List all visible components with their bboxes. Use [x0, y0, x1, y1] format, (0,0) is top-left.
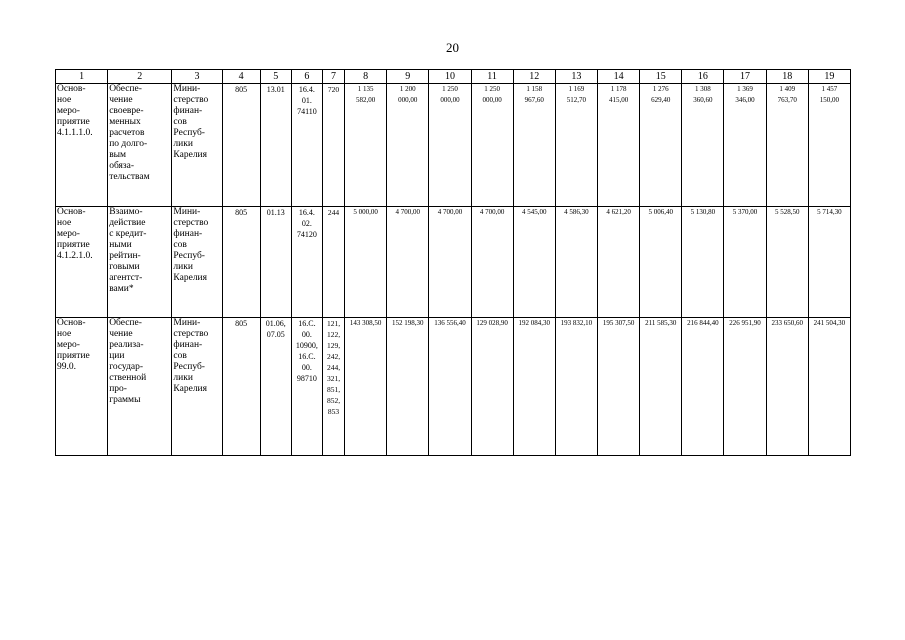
amount-cell: 193 832,10 — [555, 318, 597, 456]
column-number-cell: 3 — [172, 70, 222, 84]
column-number-row — [56, 70, 851, 84]
amount-cell: 136 556,40 — [429, 318, 471, 456]
amount-cell: 211 585,30 — [640, 318, 682, 456]
amount-cell: 1 135 582,00 — [345, 84, 387, 207]
amount-cell: 5 714,30 — [808, 207, 850, 318]
executor-cell: Мини- стерство финан- сов Респуб- лики Карелия — [172, 318, 222, 456]
amount-cell: 1 409 763,70 — [766, 84, 808, 207]
amount-cell: 1 457 150,00 — [808, 84, 850, 207]
budget-table — [55, 69, 851, 456]
amount-cell: 4 700,00 — [429, 207, 471, 318]
column-number-cell: 6 — [291, 70, 322, 84]
amount-cell: 152 198,30 — [387, 318, 429, 456]
target-article-code-cell: 16.4. 01. 74110 — [291, 84, 322, 207]
amount-cell: 5 006,40 — [640, 207, 682, 318]
amount-cell: 192 084,30 — [513, 318, 555, 456]
executor-cell: Мини- стерство финан- сов Респуб- лики Карелия — [172, 207, 222, 318]
target-article-code-cell: 16.4. 02. 74120 — [291, 207, 322, 318]
amount-cell: 4 586,30 — [555, 207, 597, 318]
column-number-cell: 16 — [682, 70, 724, 84]
measure-description-cell: Обеспе- чение своевре- менных расчетов по долго- вым обяза- тельствам — [108, 84, 172, 207]
measure-name-cell: Основ- ное меро- приятие 99.0. — [56, 318, 108, 456]
amount-cell: 241 504,30 — [808, 318, 850, 456]
amount-cell: 195 307,50 — [597, 318, 639, 456]
amount-cell: 4 621,20 — [597, 207, 639, 318]
expense-type-code-cell: 720 — [322, 84, 344, 207]
amount-cell: 129 028,90 — [471, 318, 513, 456]
amount-cell: 1 276 629,40 — [640, 84, 682, 207]
amount-cell: 5 000,00 — [345, 207, 387, 318]
table-row — [56, 84, 851, 207]
column-number-cell: 15 — [640, 70, 682, 84]
measure-description-cell: Взаимо- действие с кредит- ными рейтин- говыми агентст- вами* — [108, 207, 172, 318]
section-code-cell: 01.06, 07.05 — [260, 318, 291, 456]
amount-cell: 4 545,00 — [513, 207, 555, 318]
column-number-cell: 14 — [597, 70, 639, 84]
amount-cell: 5 130,80 — [682, 207, 724, 318]
column-number-cell: 19 — [808, 70, 850, 84]
page-number: 20 — [446, 40, 459, 55]
grbs-code-cell: 805 — [222, 84, 260, 207]
column-number-cell: 4 — [222, 70, 260, 84]
amount-cell: 1 169 512,70 — [555, 84, 597, 207]
amount-cell: 1 308 360,60 — [682, 84, 724, 207]
amount-cell: 4 700,00 — [471, 207, 513, 318]
amount-cell: 1 250 000,00 — [429, 84, 471, 207]
table-row — [56, 318, 851, 456]
target-article-code-cell: 16.С. 00. 10900, 16.С. 00. 98710 — [291, 318, 322, 456]
column-number-cell: 7 — [322, 70, 344, 84]
amount-cell: 1 250 000,00 — [471, 84, 513, 207]
section-code-cell: 13.01 — [260, 84, 291, 207]
amount-cell: 1 158 967,60 — [513, 84, 555, 207]
column-number-cell: 8 — [345, 70, 387, 84]
amount-cell: 216 844,40 — [682, 318, 724, 456]
column-number-cell: 1 — [56, 70, 108, 84]
measure-name-cell: Основ- ное меро- приятие 4.1.2.1.0. — [56, 207, 108, 318]
table-row — [56, 207, 851, 318]
amount-cell: 5 370,00 — [724, 207, 766, 318]
measure-description-cell: Обеспе- чение реализа- ции государ- ственной про- граммы — [108, 318, 172, 456]
measure-name-cell: Основ- ное меро- приятие 4.1.1.1.0. — [56, 84, 108, 207]
column-number-cell: 17 — [724, 70, 766, 84]
amount-cell: 5 528,50 — [766, 207, 808, 318]
amount-cell: 1 200 000,00 — [387, 84, 429, 207]
column-number-cell: 11 — [471, 70, 513, 84]
executor-cell: Мини- стерство финан- сов Респуб- лики Карелия — [172, 84, 222, 207]
grbs-code-cell: 805 — [222, 207, 260, 318]
column-number-cell: 9 — [387, 70, 429, 84]
column-number-cell: 18 — [766, 70, 808, 84]
amount-cell: 4 700,00 — [387, 207, 429, 318]
column-number-cell: 10 — [429, 70, 471, 84]
column-number-cell: 5 — [260, 70, 291, 84]
grbs-code-cell: 805 — [222, 318, 260, 456]
amount-cell: 1 178 415,00 — [597, 84, 639, 207]
column-number-cell: 12 — [513, 70, 555, 84]
column-number-cell: 2 — [108, 70, 172, 84]
column-number-cell: 13 — [555, 70, 597, 84]
section-code-cell: 01.13 — [260, 207, 291, 318]
amount-cell: 143 308,50 — [345, 318, 387, 456]
expense-type-code-cell: 121, 122, 129, 242, 244, 321, 851, 852, 853 — [322, 318, 344, 456]
amount-cell: 1 369 346,00 — [724, 84, 766, 207]
amount-cell: 233 650,60 — [766, 318, 808, 456]
amount-cell: 226 951,90 — [724, 318, 766, 456]
expense-type-code-cell: 244 — [322, 207, 344, 318]
